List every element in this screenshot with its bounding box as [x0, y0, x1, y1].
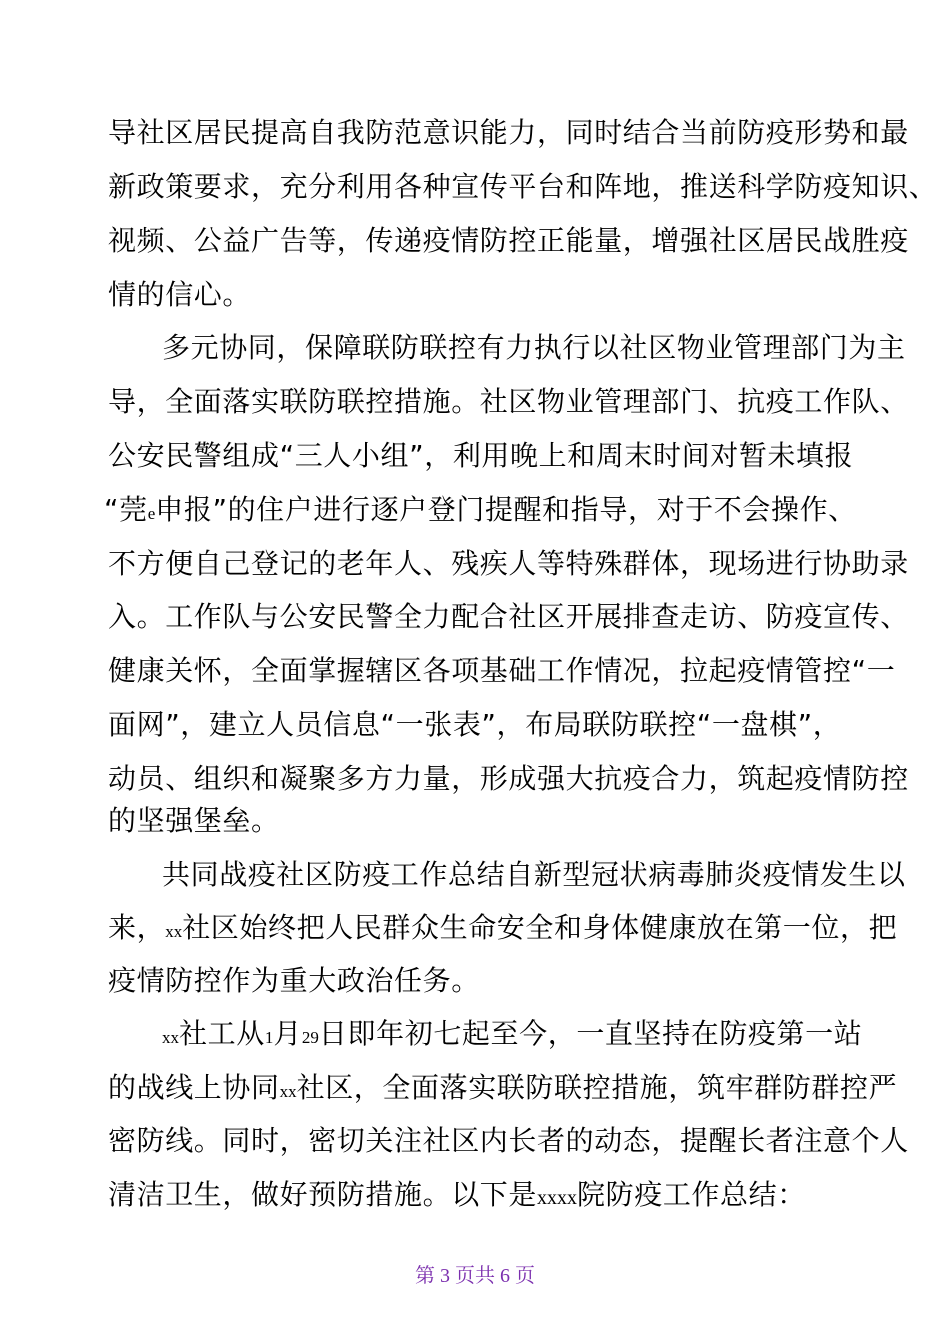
paragraph-4-line-1-part-c: 1	[264, 1028, 274, 1047]
paragraph-4-line-4-part-a: 清洁卫生，做好预防措施。以下是	[108, 1178, 538, 1211]
paragraph-2-line-5: 不方便自己登记的老年人、残疾人等特殊群体，现场进行协助录	[108, 547, 909, 580]
paragraph-4-line-1-part-a: xx	[162, 1028, 179, 1047]
paragraph-4-line-2-part-c: 社区，全面落实联防联控措施，筑牢群防群控严	[296, 1071, 898, 1104]
paragraph-2-line-4	[104, 490, 857, 534]
paragraph-2-line-9: 动员、组织和凝聚多方力量，形成强大抗疫合力，筑起疫情防控	[108, 762, 909, 795]
paragraph-3-line-2	[108, 908, 898, 952]
paragraph-4-line-1-part-b: 社工从	[179, 1017, 265, 1050]
paragraph-4-line-4-part-c: 院防疫工作总结：	[577, 1178, 806, 1211]
paragraph-4-line-4-part-b: xxxx	[537, 1187, 578, 1209]
paragraph-3-line-2-part-b: xx	[165, 922, 183, 941]
paragraph-1-line-2: 新政策要求，充分利用各种宣传平台和阵地，推送科学防疫知识、	[108, 170, 938, 203]
paragraph-3-line-2-part-a: 来，	[108, 911, 166, 944]
paragraph-1-line-3: 视频、公益广告等，传递疫情防控正能量，增强社区居民战胜疫	[108, 224, 909, 257]
paragraph-4-line-1-part-f: 日即年初七起至今，一直坚持在防疫第一站	[318, 1017, 863, 1050]
paragraph-4-line-1	[162, 1014, 902, 1058]
paragraph-3-line-1: 共同战疫社区防疫工作总结自新型冠状病毒肺炎疫情发生以	[162, 858, 906, 891]
paragraph-3-line-3: 疫情防控作为重大政治任务。	[108, 964, 480, 997]
paragraph-4-line-2-part-b: xx	[279, 1082, 297, 1101]
paragraph-3-line-2-part-c: 社区始终把人民群众生命安全和身体健康放在第一位，把	[182, 911, 898, 944]
paragraph-2-line-7: 健康关怀，全面掌握辖区各项基础工作情况，拉起疫情管控“一	[108, 654, 896, 687]
paragraph-2-line-4-part-a: “莞	[104, 493, 148, 526]
paragraph-2-line-6: 入。工作队与公安民警全力配合社区开展排查走访、防疫宣传、	[108, 600, 909, 633]
paragraph-2-line-4-part-c: 申报”的住户进行逐户登门提醒和指导，对于不会操作、	[155, 493, 857, 526]
paragraph-4-line-1-part-e: 29	[301, 1028, 319, 1047]
paragraph-4-line-3: 密防线。同时，密切关注社区内长者的动态，提醒长者注意个人	[108, 1124, 909, 1157]
paragraph-2-line-3: 公安民警组成“三人小组”，利用晚上和周末时间对暂未填报	[108, 439, 854, 472]
paragraph-2-line-1: 多元协同，保障联防联控有力执行以社区物业管理部门为主	[162, 331, 906, 364]
page-number-footer: 第 3 页共 6 页	[415, 1265, 535, 1287]
paragraph-2-line-4-part-b: e	[147, 504, 156, 523]
paragraph-4-line-2-part-a: 的战线上协同	[108, 1071, 280, 1104]
paragraph-4-line-1-part-d: 月	[273, 1017, 302, 1050]
paragraph-4-line-4	[108, 1175, 848, 1218]
paragraph-4-line-2	[108, 1068, 898, 1112]
paragraph-2-line-8: 面网”，建立人员信息“一张表”，布局联防联控“一盘棋”，	[108, 708, 842, 741]
paragraph-1-line-4: 情的信心。	[108, 278, 252, 311]
paragraph-1-line-1: 导社区居民提高自我防范意识能力，同时结合当前防疫形势和最	[108, 116, 909, 149]
paragraph-2-line-10: 的坚强堡垒。	[108, 804, 280, 837]
paragraph-2-line-2: 导，全面落实联防联控措施。社区物业管理部门、抗疫工作队、	[108, 385, 909, 418]
